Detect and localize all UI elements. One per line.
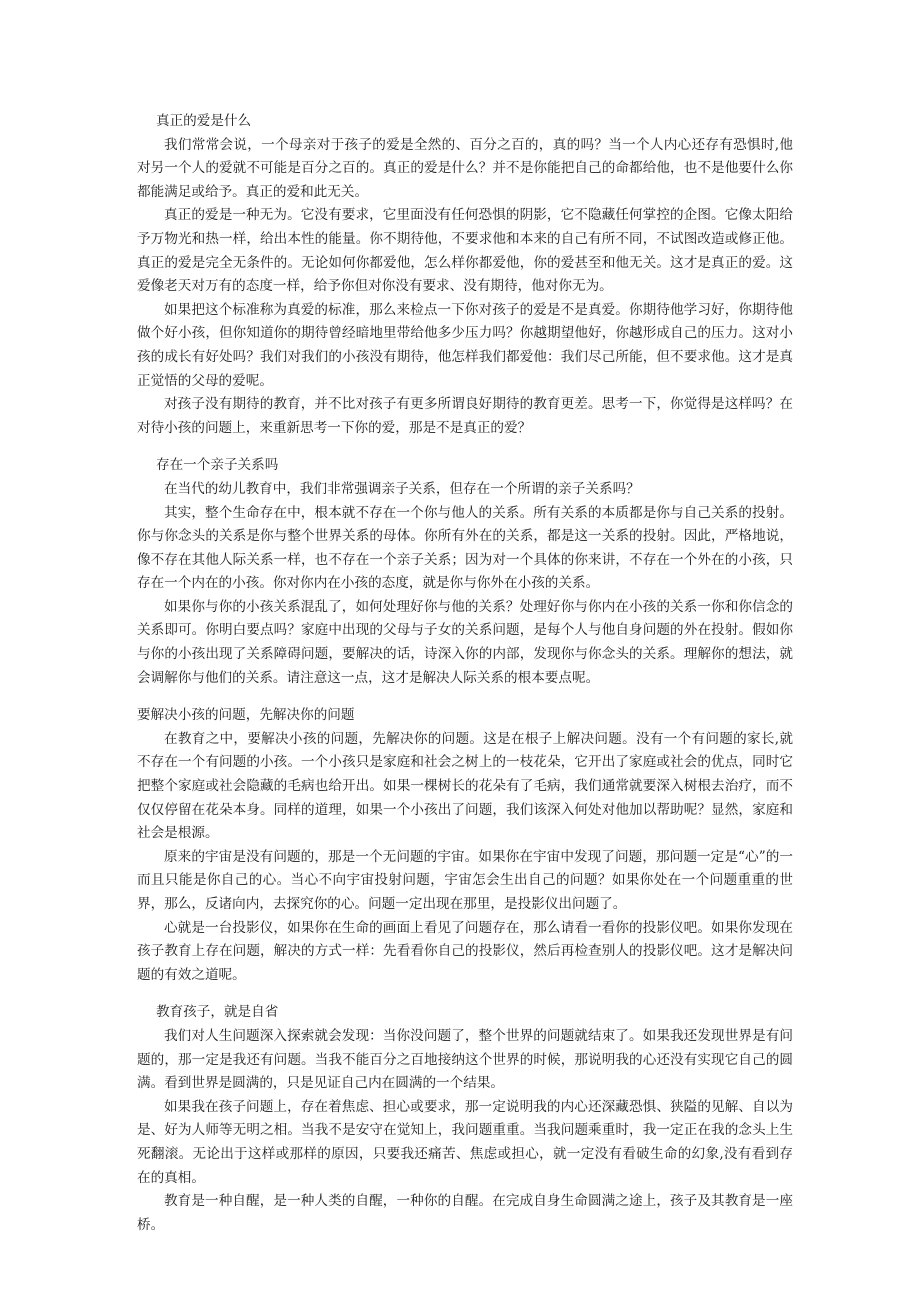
section-solve-your-problem (137, 704, 793, 987)
section-spacer (137, 440, 793, 454)
paragraph: 对孩子没有期待的教育，并不比对孩子有更多所谓良好期待的教育更差。思考一下，你觉得是这样吗？在对待小孩的问题上，来重新思考一下你的爱，那是不是真正的爱？ (137, 396, 793, 436)
paragraph: 我们对人生问题深入探索就会发现：当你没问题了，整个世界的问题就结束了。如果我还发现世界是有问题的，那一定是我还有问题。当我不能百分之百地接纳这个世界的时候，那说明我的心还没有实现它自己的圆满。看到世界是圆满的，只是见证自己内在圆满的一个结果。 (137, 1027, 793, 1092)
section-self-reflection (137, 1001, 793, 1237)
section-heading: 存在一个亲子关系吗 (156, 457, 279, 474)
paragraph: 在教育之中，要解决小孩的问题，先解决你的问题。这是在根子上解决问题。没有一个有问题的家长,就不存在一个有问题的小孩。一个小孩只是家庭和社会之树上的一枝花朵，它开出了家庭或社会的优点，同时它把整个家庭或社会隐藏的毛病也给开出。如果一棵树长的花朵有了毛病，我们通常就要深入树根去治疗，而不仅仅停留在花朵本身。同样的道理，如果一个小孩出了问题，我们该深入何处对他加以帮助呢？显然，家庭和社会是根源。 (137, 730, 793, 842)
paragraph: 原来的宇宙是没有问题的，那是一个无问题的宇宙。如果你在宇宙中发现了问题，那问题一定是“心”的一而且只能是你自己的心。当心不向宇宙投射问题，宇宙怎会生出自己的问题？如果你处在一个问题重重的世界，那么，反诸向内，去探究你的心。问题一定出现在那里，是投影仪出问题了。 (137, 848, 793, 912)
section-spacer (137, 690, 793, 704)
section-true-love (137, 110, 793, 440)
section-parent-child-relation (137, 454, 793, 690)
paragraph: 我们常常会说，一个母亲对于孩子的爱是全然的、百分之百的，真的吗？当一个人内心还存有恐惧时,他对另一个人的爱就不可能是百分之百的。真正的爱是什么？并不是你能把自己的命都给他，也不是他要什么你都能满足或给予。真正的爱和此无关。 (137, 136, 793, 200)
paragraph: 真正的爱是一种无为。它没有要求，它里面没有任何恐惧的阴影，它不隐藏任何掌控的企图。它像太阳给予万物光和热一样，给出本性的能量。你不期待他，不要求他和本来的自己有所不同，不试图改造或修正他。真正的爱是完全无条件的。无论如何你都爱他，怎么样你都爱他，你的爱甚至和他无关。这才是真正的爱。这爱像老天对万有的态度一样，给予你但对你没有要求、没有期待，他对你无为。 (137, 207, 793, 295)
paragraph: 如果我在孩子问题上，存在着焦虑、担心或要求，那一定说明我的内心还深藏恐惧、狭隘的见解、自以为是、好为人师等无明之相。当我不是安守在觉知上，我问题重重。当我问题乘重时，我一定正在我的念头上生死翻滚。无论出于这样或那样的原因，只要我还痛苦、焦虑或担心，就一定没有看破生命的幻象,没有看到存在的真相。 (137, 1098, 793, 1186)
paragraph: 在当代的幼儿教育中，我们非常强调亲子关系，但存在一个所谓的亲子关系吗？ (164, 480, 640, 497)
section-heading: 教育孩子，就是自省 (156, 1004, 279, 1021)
section-heading: 真正的爱是什么 (156, 113, 252, 129)
section-spacer (137, 987, 793, 1001)
document-body (137, 110, 793, 1237)
paragraph: 心就是一台投影仪，如果你在生命的画面上看见了问题存在，那么请看一看你的投影仪吧。如果你发现在孩子教育上存在问题，解决的方式一样：先看看你自己的投影仪，然后再检查别人的投影仪吧。这才是解决问题的有效之道呢。 (137, 919, 793, 983)
paragraph: 如果把这个标准称为真爱的标准，那么来检点一下你对孩子的爱是不是真爱。你期待他学习好，你期待他做个好小孩，但你知道你的期待曾经暗地里带给他多少压力吗？你越期望他好，你越形成自己的压力。这对小孩的成长有好处吗？我们对我们的小孩没有期待，他怎样我们都爱他：我们尽己所能，但不要求他。这才是真正觉悟的父母的爱呢。 (137, 301, 793, 389)
paragraph: 如果你与你的小孩关系混乱了，如何处理好你与他的关系？处理好你与你内在小孩的关系一你和你信念的关系即可。你明白要点吗？家庭中出现的父母与子女的关系问题，是每个人与他自身问题的外在投射。假如你与你的小孩出现了关系障碍问题，要解决的话，诗深入你的内部，发现你与你念头的关系。理解你的想法，就会调解你与他们的关系。请注意这一点，这才是解决人际关系的根本要点呢。 (137, 598, 793, 686)
paragraph: 其实，整个生命存在中，根本就不存在一个你与他人的关系。所有关系的本质都是你与自己关系的投射。你与你念头的关系是你与整个世界关系的母体。你所有外在的关系，都是这一关系的投射。因此，严格地说，像不存在其他人际关系一样，也不存在一个亲子关系；因为对一个具体的你来讲，不存在一个外在的小孩，只存在一个内在的小孩。你对你内在小孩的态度，就是你与你外在小孩的关系。 (137, 504, 793, 592)
paragraph: 教育是一种自醒，是一种人类的自醒，一种你的自醒。在完成自身生命圆满之途上，孩子及其教育是一座桥。 (137, 1193, 793, 1233)
section-heading: 要解决小孩的问题，先解决你的问题 (137, 707, 355, 724)
